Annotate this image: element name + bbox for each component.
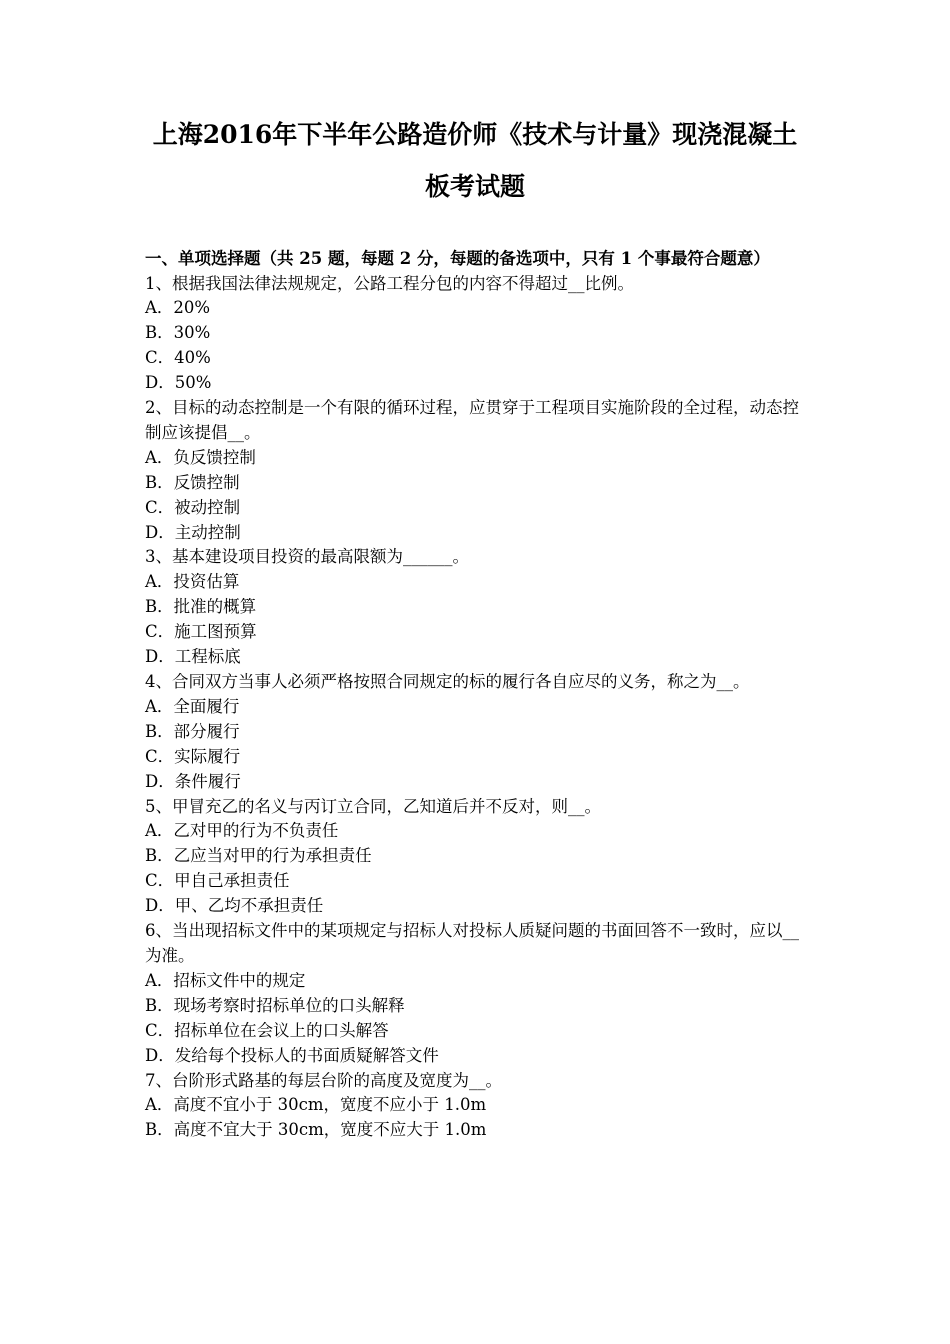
answer-option: C．施工图预算	[145, 622, 257, 642]
answer-option: D．工程标底	[145, 647, 241, 667]
document-body	[145, 247, 810, 1143]
question-stem: 4、合同双方当事人必须严格按照合同规定的标的履行各自应尽的义务，称之为__。	[145, 672, 750, 691]
document-title-line-1: 上海2016年下半年公路造价师《技术与计量》现浇混凝土	[152, 120, 798, 149]
answer-option: B．部分履行	[145, 721, 240, 741]
answer-option: A．负反馈控制	[145, 447, 256, 467]
answer-option: A．乙对甲的行为不负责任	[145, 821, 339, 841]
question-2	[145, 396, 810, 545]
answer-option: B．高度不宜大于 30cm，宽度不应大于 1.0m	[145, 1120, 487, 1140]
answer-option: B．乙应当对甲的行为承担责任	[145, 846, 372, 866]
question-7	[145, 1069, 810, 1144]
answer-option: C．甲自己承担责任	[145, 871, 290, 891]
answer-option: D．甲、乙均不承担责任	[145, 896, 324, 916]
question-stem: 2、目标的动态控制是一个有限的循环过程，应贯穿于工程项目实施阶段的全过程，动态控制应该提倡__。	[145, 398, 799, 442]
answer-option: B．30%	[145, 323, 211, 343]
answer-option: B．现场考察时招标单位的口头解释	[145, 995, 405, 1015]
answer-option: D．发给每个投标人的书面质疑解答文件	[145, 1045, 439, 1065]
answer-option: A．20%	[145, 298, 211, 318]
answer-option: D．50%	[145, 373, 212, 393]
answer-option: D．条件履行	[145, 771, 241, 791]
question-6	[145, 919, 810, 1068]
question-stem: 3、基本建设项目投资的最高限额为______。	[145, 547, 469, 567]
answer-option: A．招标文件中的规定	[145, 970, 306, 990]
answer-option: A．投资估算	[145, 572, 240, 592]
section-heading: 一、单项选择题（共 25 题，每题 2 分，每题的备选项中，只有 1 个事最符合题意）	[145, 249, 770, 268]
question-stem: 1、根据我国法律法规规定，公路工程分包的内容不得超过__比例。	[145, 273, 634, 293]
answer-option: B．反馈控制	[145, 472, 240, 492]
answer-option: A．全面履行	[145, 696, 240, 716]
question-5	[145, 795, 810, 920]
document-title-line-2: 板考试题	[424, 172, 525, 201]
question-stem: 5、甲冒充乙的名义与丙订立合同，乙知道后并不反对，则__。	[145, 796, 601, 816]
question-1	[145, 272, 810, 397]
question-stem: 6、当出现招标文件中的某项规定与招标人对投标人质疑问题的书面回答不一致时，应以__为准。	[145, 921, 799, 965]
question-3	[145, 545, 810, 670]
answer-option: C．40%	[145, 348, 211, 368]
question-stem: 7、台阶形式路基的每层台阶的高度及宽度为__。	[145, 1070, 502, 1090]
answer-option: C．被动控制	[145, 497, 241, 517]
answer-option: B．批准的概算	[145, 597, 257, 617]
question-4	[145, 670, 810, 795]
answer-option: C．实际履行	[145, 746, 241, 766]
answer-option: A．高度不宜小于 30cm，宽度不应小于 1.0m	[145, 1095, 487, 1115]
answer-option: D．主动控制	[145, 522, 241, 542]
answer-option: C．招标单位在会议上的口头解答	[145, 1020, 389, 1040]
